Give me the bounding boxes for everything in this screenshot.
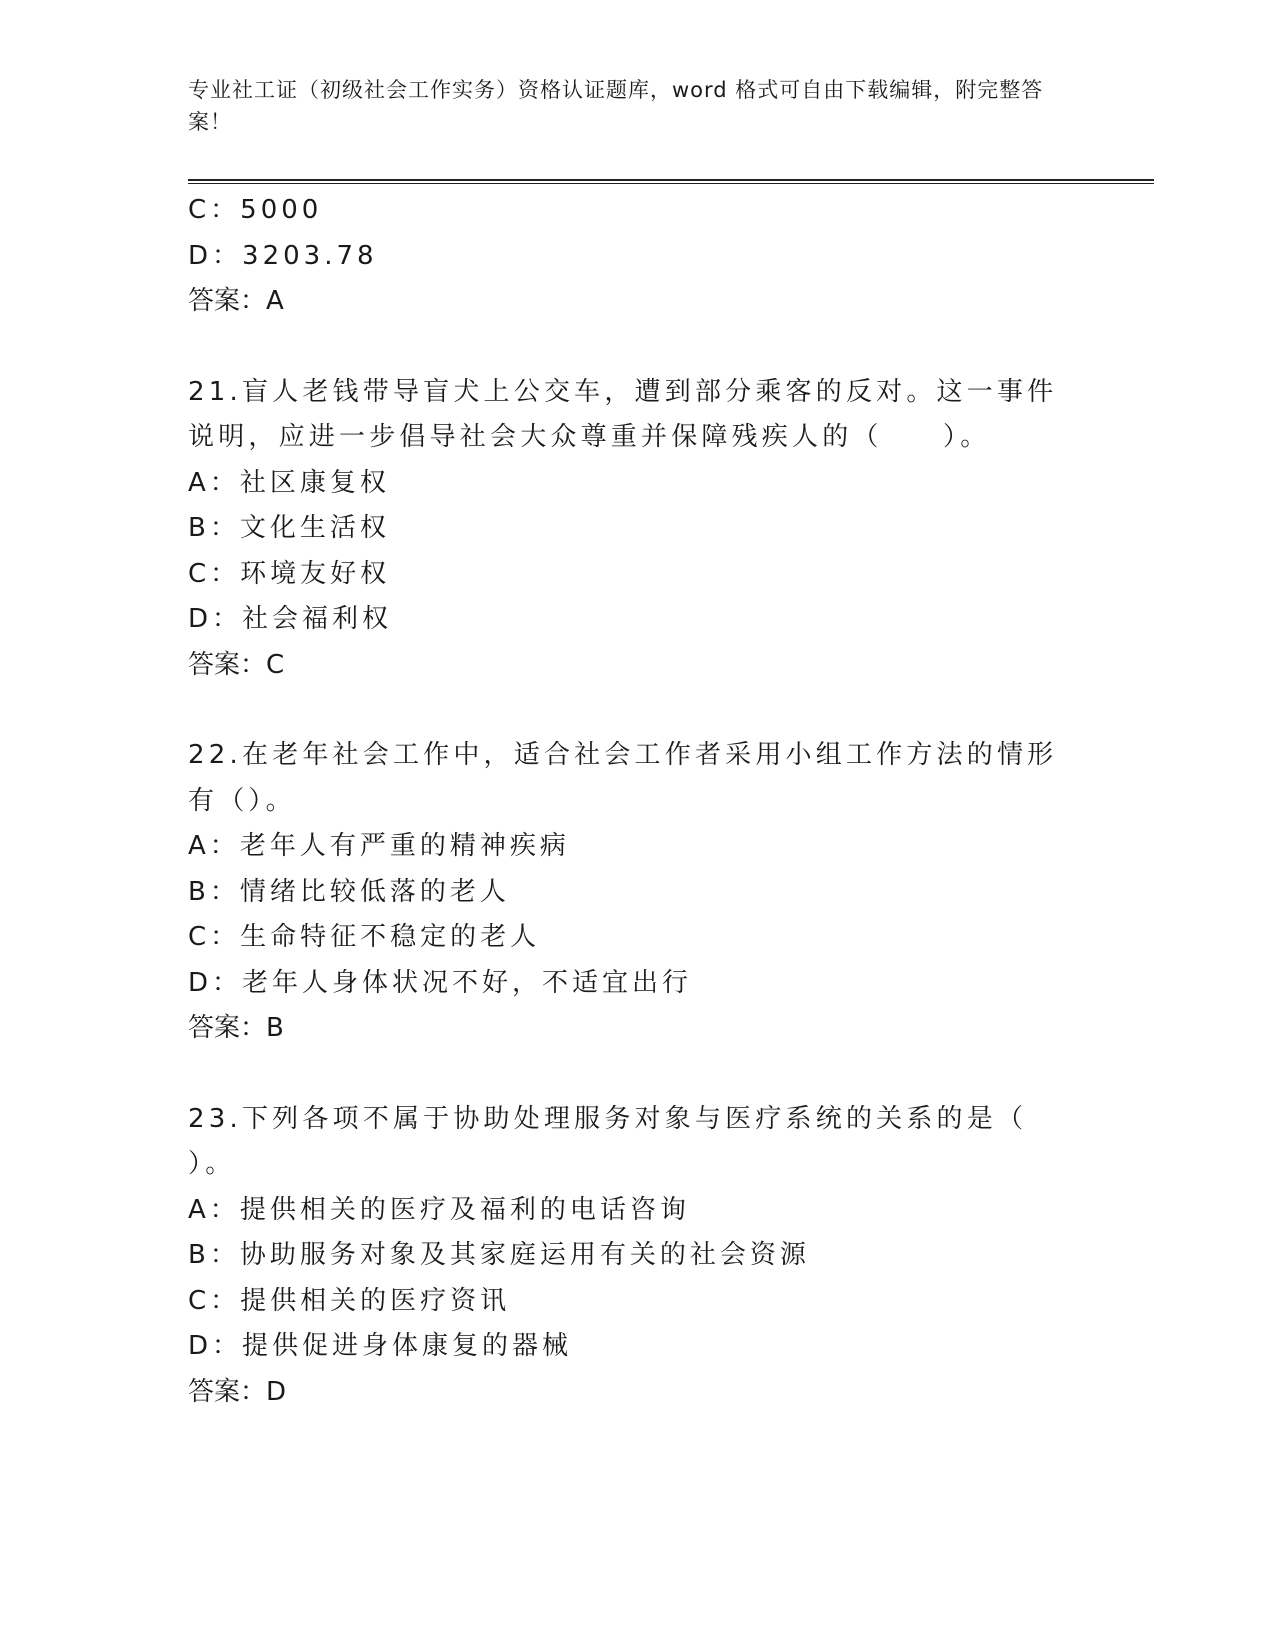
header-divider [188,179,1154,184]
option-d: D：社会福利权 [188,604,393,634]
option-b: B：文化生活权 [188,513,390,543]
answer-line: 答案：B [188,1013,284,1043]
option-d: D：3203.78 [188,240,378,271]
page-header: 专业社工证（初级社会工作实务）资格认证题库，word 格式可自由下载编辑，附完整答案！ [188,78,1044,134]
question-stem: 22.在老年社会工作中，适合社会工作者采用小组工作方法的情形有（）。 [188,740,1058,816]
option-a: A：社区康复权 [188,467,390,498]
option-d: D：老年人身体状况不好，不适宜出行 [188,967,693,998]
answer-line: 答案：A [188,286,284,316]
question-stem: 23.下列各项不属于协助处理服务对象与医疗系统的关系的是（ ）。 [188,1103,1088,1179]
question-21 [188,370,1068,689]
option-c: C：生命特征不稳定的老人 [188,922,541,952]
option-b: B：情绪比较低落的老人 [188,876,510,907]
question-23 [188,1097,1088,1416]
option-d: D：提供促进身体康复的器械 [188,1331,573,1361]
option-a: A：提供相关的医疗及福利的电话咨询 [188,1194,690,1225]
option-c: C：5000 [188,195,323,225]
document-body [188,188,1088,1415]
answer-line: 答案：C [188,649,285,680]
option-a: A：老年人有严重的精神疾病 [188,831,570,861]
prev-question-tail [188,188,1068,325]
question-22 [188,733,1068,1052]
answer-line: 答案：D [188,1376,287,1407]
option-c: C：提供相关的医疗资讯 [188,1285,511,1316]
option-c: C：环境友好权 [188,558,391,589]
question-stem: 21.盲人老钱带导盲犬上公交车，遭到部分乘客的反对。这一事件说明，应进一步倡导社会大众尊重并保障残疾人的（ ）。 [188,376,1058,452]
option-b: B：协助服务对象及其家庭运用有关的社会资源 [188,1240,810,1270]
